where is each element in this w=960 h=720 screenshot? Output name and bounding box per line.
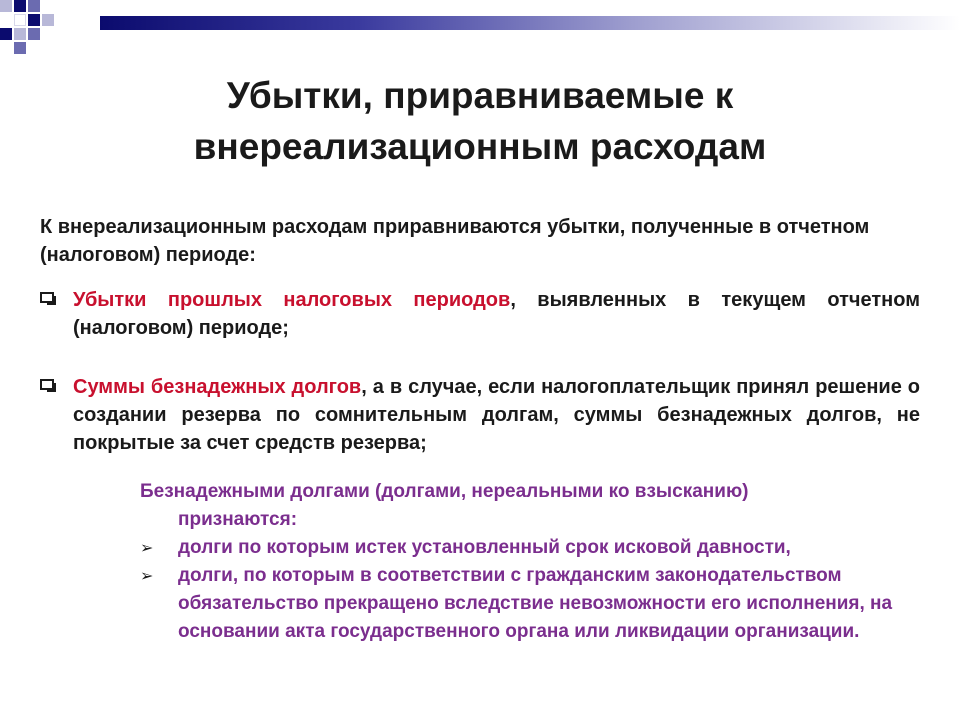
slide-title <box>0 70 960 172</box>
checkbox-bullet-icon <box>40 379 54 390</box>
subsection-list-item <box>140 562 920 646</box>
checkbox-bullet-icon <box>40 292 54 303</box>
bullet-highlight: Убытки прошлых налоговых периодов <box>73 289 511 311</box>
bullet-highlight: Суммы безнадежных долгов <box>73 376 362 398</box>
subsection-intro-line-1: Безнадежными долгами (долгами, нереальными ко взысканию) <box>140 481 749 502</box>
intro-paragraph: К внереализационным расходам приравниваются убытки, полученные в отчетном (налоговом) периоде: <box>40 216 870 266</box>
title-line-1: Убытки, приравниваемые к <box>226 75 734 116</box>
arrow-bullet-icon: ➢ <box>140 538 154 557</box>
bullet-rest: , выявленных в текущем отчетном (налоговом) периоде; <box>73 289 920 339</box>
subsection-intro-line-2: признаются: <box>178 509 298 530</box>
hopeless-debts-subsection <box>140 478 920 646</box>
arrow-bullet-icon: ➢ <box>140 566 154 585</box>
bullet-item-2 <box>40 373 920 457</box>
bullet-rest: , а в случае, если налогоплательщик принял решение о создании резерва по сомнительным долгам, суммы безнадежных долгов, не покрытые за счет средств резерва; <box>73 376 921 454</box>
bullet-text <box>73 286 920 342</box>
header-gradient-band <box>100 16 960 30</box>
bullet-item-1 <box>40 286 920 342</box>
title-line-2: внереализационным расходам <box>193 126 767 167</box>
bullet-text <box>73 373 920 457</box>
subsection-item-text: долги по которым истек установленный срок исковой давности, <box>178 537 791 558</box>
subsection-list-item <box>140 534 920 562</box>
subsection-intro <box>140 478 920 534</box>
subsection-item-text: долги, по которым в соответствии с гражданским законодательством обязательство прекращено вследствие невозможности его исполнения, на основании акта государственного органа или ликвидации организации. <box>178 565 893 642</box>
corner-squares-decoration <box>0 0 90 60</box>
